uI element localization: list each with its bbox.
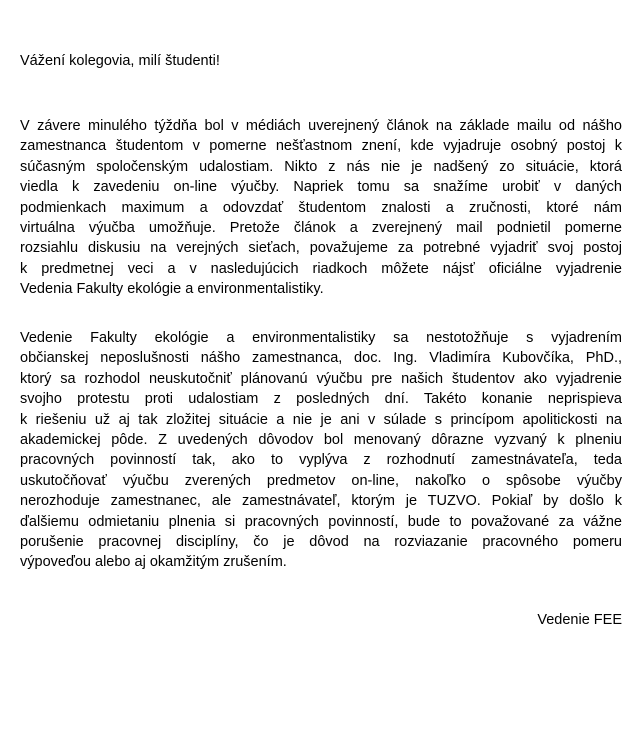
text-line: výpoveďou alebo aj okamžitým zrušením. xyxy=(20,554,287,571)
text-line: k riešeniu už aj tak zložitej situácie a nie je ani v súlade s princípom apolitickosti na xyxy=(20,411,622,428)
text-line: občianskej neposlušnosti nášho zamestnanca, doc. Ing. Vladimíra Kubovčíka, PhD., xyxy=(20,350,622,367)
text-line: k predmetnej veci a v nasledujúcich riadkoch môžete nájsť oficiálne vyjadrenie xyxy=(20,260,622,277)
text-line: ďalšiemu odmietaniu plnenia si pracovných povinností, bude to považované za vážne xyxy=(20,513,622,530)
text-line: podmienkach maximum a odovzdať študentom znalosti a zručnosti, ktoré nám xyxy=(20,199,622,216)
text-line: súčasným spoločenským udalostiam. Nikto z nás nie je nadšený zo situácie, ktorá xyxy=(20,158,622,175)
text-line: zamestnanca študentom v pomerne nešťastnom znení, kde vyjadruje osobný postoj k xyxy=(20,138,622,155)
text-line: svojho protestu proti udalostiam z posledných dní. Takéto konanie neprispieva xyxy=(20,391,622,408)
letter-signature: Vedenie FEE xyxy=(537,612,622,628)
text-line: virtuálna výučba umožňuje. Pretože článok a zverejnený mail podnietil pomerne xyxy=(20,219,622,236)
letter-greeting: Vážení kolegovia, milí študenti! xyxy=(20,53,220,69)
paragraph-article-context xyxy=(20,116,622,300)
text-line: uskutočňovať výučbu zverených predmetov on-line, nakoľko o spôsobe výučby xyxy=(20,472,622,489)
text-line: Vedenia Fakulty ekológie a environmentalistiky. xyxy=(20,281,324,298)
text-line: ktorý sa rozhodol neuskutočniť plánovanú výučbu pre našich študentov ako vyjadrenie xyxy=(20,370,622,387)
paragraph-official-statement xyxy=(20,328,622,573)
text-line: rozsiahlu diskusiu na verejných sieťach, považujeme za potrebné vyjadriť svoj postoj xyxy=(20,240,622,257)
text-line: porušenie pracovnej disciplíny, čo je dôvod na rozviazanie pracovného pomeru xyxy=(20,533,622,550)
text-line: pracovných povinností tak, ako to vyplýva z rozhodnutí zamestnávateľa, teda xyxy=(20,452,622,469)
text-line: Vedenie Fakulty ekológie a environmentalistiky sa nestotožňuje s vyjadrením xyxy=(20,330,622,346)
text-line: viedla k zavedeniu on-line výučby. Napriek tomu sa snažíme urobiť v daných xyxy=(20,179,622,196)
text-line: V závere minulého týždňa bol v médiách uverejnený článok na základe mailu od nášho xyxy=(20,118,622,134)
text-line: nerozhoduje zamestnanec, ale zamestnávateľ, ktorým je TUZVO. Pokiaľ by došlo k xyxy=(20,493,622,510)
text-line: akademickej pôde. Z uvedených dôvodov bol menovaný dôrazne vyzvaný k plneniu xyxy=(20,431,622,448)
